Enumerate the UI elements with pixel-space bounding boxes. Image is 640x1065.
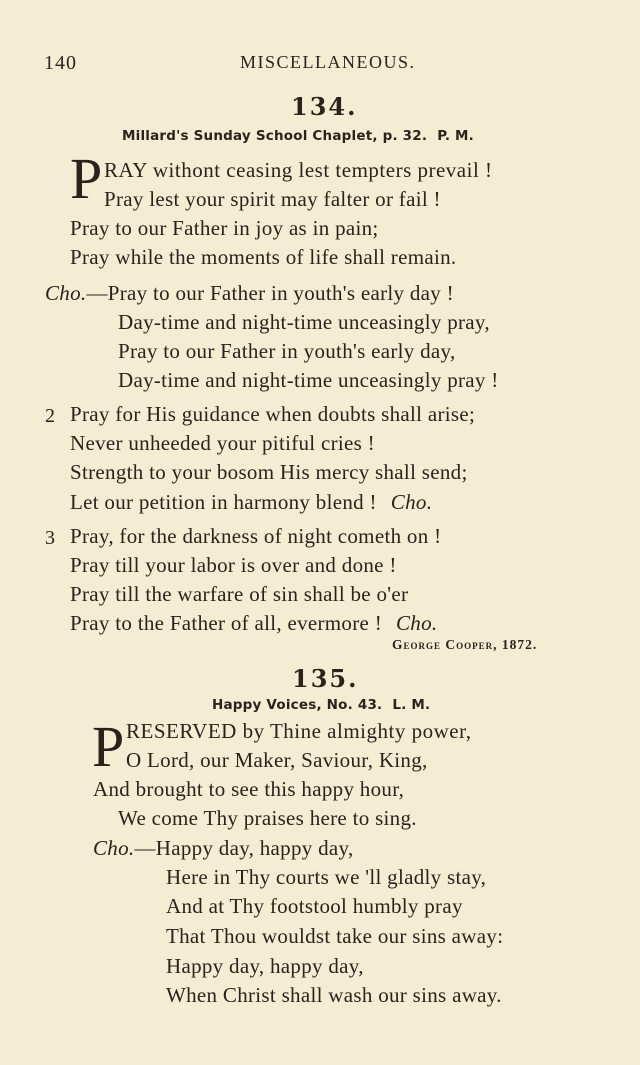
page-header bbox=[44, 52, 600, 78]
verse-number: 3 bbox=[45, 527, 55, 549]
meter: L. M. bbox=[392, 697, 431, 713]
chorus-line: Day-time and night-time unceasingly pray, bbox=[118, 310, 490, 334]
hymn-number-134: 134. bbox=[291, 92, 358, 121]
chorus-text: —Happy day, happy day, bbox=[134, 836, 354, 860]
chorus-line: That Thou wouldst take our sins away: bbox=[166, 924, 504, 948]
hymn-line: Never unheeded your pitiful cries ! bbox=[70, 431, 375, 455]
chorus-line bbox=[45, 283, 454, 304]
chorus-reference: Cho. bbox=[390, 490, 433, 514]
running-title: MISCELLANEOUS. bbox=[240, 52, 416, 72]
hymn-line: Strength to your bosom His mercy shall send; bbox=[70, 460, 468, 484]
chorus-line: When Christ shall wash our sins away. bbox=[166, 983, 502, 1007]
hymn-line: Pray while the moments of life shall remain. bbox=[70, 245, 457, 269]
hymn-number-135: 135. bbox=[292, 664, 359, 693]
source-title: Happy Voices, No. 43. bbox=[212, 697, 383, 713]
drop-cap: P bbox=[92, 714, 123, 779]
hymn-line: Pray, for the darkness of night cometh on ! bbox=[70, 524, 442, 548]
chorus-reference: Cho. bbox=[396, 611, 438, 635]
meter: P. M. bbox=[437, 128, 475, 144]
hymn-line: Pray till the warfare of sin shall be o'er bbox=[70, 582, 409, 606]
hymn-line: And brought to see this happy hour, bbox=[93, 777, 405, 801]
hymn-line: Pray to our Father in joy as in pain; bbox=[70, 216, 379, 240]
line-text: Pray to the Father of all, evermore ! bbox=[70, 611, 382, 635]
hymn-line bbox=[70, 492, 432, 513]
chorus-line: And at Thy footstool humbly pray bbox=[166, 894, 463, 918]
hymn-135-source bbox=[212, 697, 430, 713]
hymn-author: George Cooper, 1872. bbox=[392, 637, 538, 652]
chorus-line: Pray to our Father in youth's early day, bbox=[118, 339, 456, 363]
page-number: 140 bbox=[44, 52, 77, 74]
chorus-line: Here in Thy courts we 'll gladly stay, bbox=[166, 865, 487, 889]
hymn-line: We come Thy praises here to sing. bbox=[118, 806, 417, 830]
line-text: Let our petition in harmony blend ! bbox=[70, 490, 377, 514]
hymn-line: Pray till your labor is over and done ! bbox=[70, 553, 397, 577]
source-title: Millard's Sunday School Chaplet, p. 32. bbox=[122, 128, 428, 144]
verse-number: 2 bbox=[45, 405, 55, 427]
chorus-label: Cho. bbox=[93, 836, 135, 860]
hymn-line: Pray for His guidance when doubts shall arise; bbox=[70, 402, 476, 426]
hymn-line: O Lord, our Maker, Saviour, King, bbox=[126, 748, 428, 772]
hymn-line bbox=[70, 613, 437, 634]
chorus-line: Happy day, happy day, bbox=[166, 954, 364, 978]
hymn-line: Pray lest your spirit may falter or fail ! bbox=[104, 187, 441, 211]
hymn-line: RESERVED by Thine almighty power, bbox=[126, 719, 472, 743]
drop-cap: P bbox=[70, 146, 101, 211]
chorus-text: —Pray to our Father in youth's early day ! bbox=[86, 281, 454, 305]
chorus-line: Day-time and night-time unceasingly pray ! bbox=[118, 368, 499, 392]
chorus-line bbox=[93, 838, 354, 859]
hymn-134-source bbox=[122, 128, 474, 144]
chorus-label: Cho. bbox=[45, 281, 87, 305]
hymn-line: RAY withont ceasing lest tempters prevail ! bbox=[104, 158, 493, 182]
